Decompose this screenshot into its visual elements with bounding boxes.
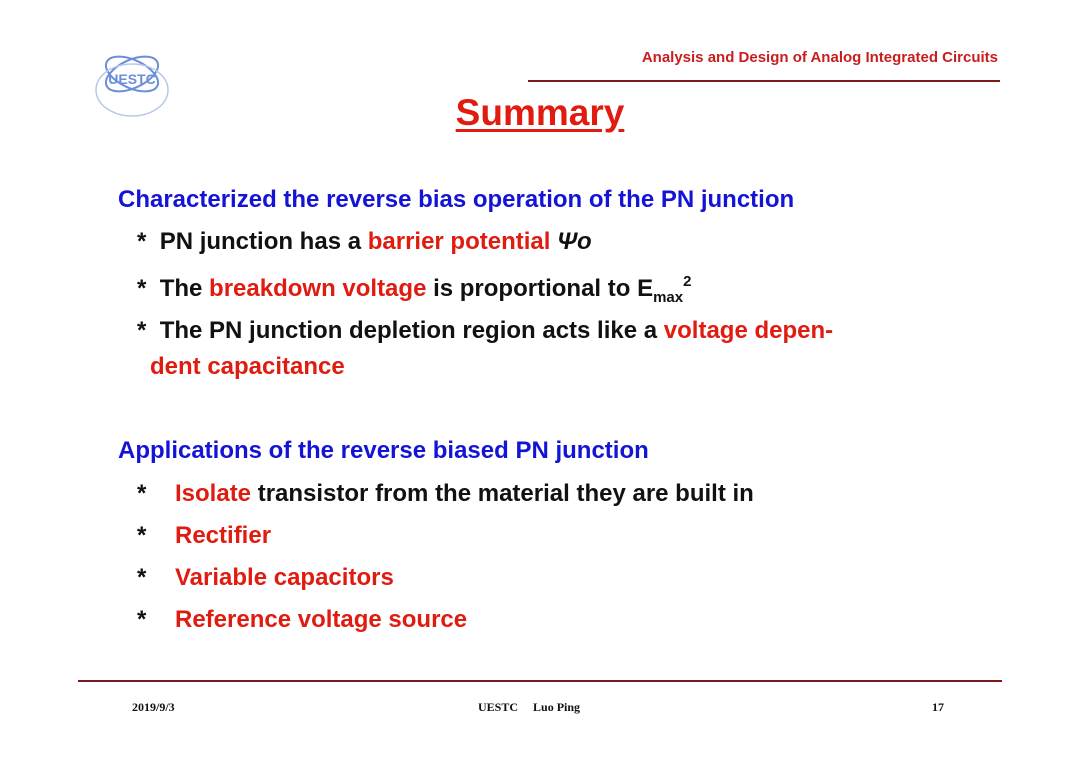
bullet-star: * [137, 606, 147, 633]
bullet-highlight: voltage depen- [663, 317, 834, 344]
footer-rule [78, 680, 1002, 682]
bullet-highlight: Isolate [175, 480, 252, 507]
bullet-highlight: Rectifier [175, 522, 272, 549]
bullet-star: * [137, 480, 147, 507]
bullet-star: * [137, 317, 147, 344]
section-heading-reverse-bias: Characterized the reverse bias operation of the PN junction [118, 186, 795, 213]
slide-title: Summary [455, 92, 625, 133]
app-item-reference-voltage [137, 606, 467, 634]
bullet-text: PN junction has a [159, 228, 368, 255]
bullet-breakdown-voltage [137, 273, 691, 306]
footer-author: UESTC Luo Ping [478, 700, 581, 714]
bullet-highlight: barrier potential [367, 228, 551, 255]
course-title: Analysis and Design of Analog Integrated Circuits [641, 49, 998, 66]
logo-text: UESTC [108, 71, 156, 87]
bullet-text: is proportional to E [426, 275, 654, 302]
subscript-max: max [653, 289, 684, 306]
bullet-star: * [137, 228, 147, 255]
psi-symbol: Ψo [557, 228, 592, 255]
bullet-text: transistor from the material they are built in [251, 480, 754, 507]
bullet-continuation: dent capacitance [150, 353, 345, 380]
app-item-rectifier [137, 522, 271, 550]
bullet-text: The PN junction depletion region acts like a [159, 317, 664, 344]
bullet-depletion-capacitance [137, 317, 833, 345]
bullet-star: * [137, 522, 147, 549]
bullet-highlight: Variable capacitors [175, 564, 394, 591]
bullet-text: The [159, 275, 210, 302]
app-item-isolate [137, 480, 754, 508]
bullet-barrier-potential [137, 228, 592, 256]
superscript-2: 2 [683, 273, 692, 290]
header-rule [528, 80, 1000, 82]
footer-page-number: 17 [932, 700, 944, 714]
section-heading-applications: Applications of the reverse biased PN junction [118, 437, 649, 464]
bullet-highlight: Reference voltage source [175, 606, 468, 633]
bullet-star: * [137, 275, 147, 302]
app-item-variable-capacitors [137, 564, 394, 592]
bullet-star: * [137, 564, 147, 591]
bullet-highlight: breakdown voltage [209, 275, 427, 302]
footer-date: 2019/9/3 [132, 700, 175, 714]
